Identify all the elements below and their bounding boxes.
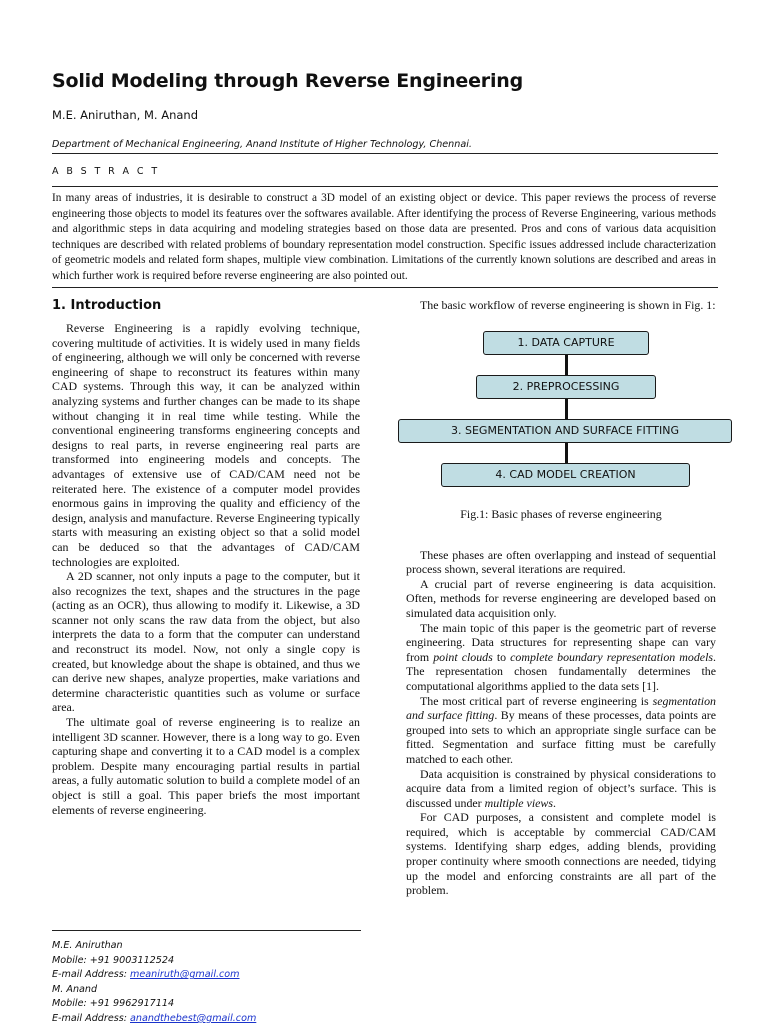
emphasis-text: multiple views <box>484 795 553 810</box>
authors: M.E. Aniruthan, M. Anand <box>52 108 198 122</box>
emphasis-text: complete boundary representation models <box>510 649 713 664</box>
body-paragraph: The main topic of this paper is the geometric part of reverse engineering. Data structures for representing shape can vary from point clouds to complete boundary representation models. The representation chosen fundamentally determines the computational algorithms applied to the data sets [1]. <box>406 620 716 693</box>
email-link[interactable]: anandthebest@gmail.com <box>130 1012 257 1024</box>
abstract-bottom-rule <box>52 287 718 288</box>
abstract-heading: A B S T R A C T <box>52 166 160 177</box>
author-mobile: Mobile: +91 9962917114 <box>52 998 175 1010</box>
body-paragraph: A crucial part of reverse engineering is data acquisition. Often, methods for reverse engineering are developed based on simulated data acquisition only. <box>406 576 716 620</box>
intro-paragraph-2: A 2D scanner, not only inputs a page to the computer, but it also recognizes the text, shapes and the structures in the page (acting as an OCR), thus allowing to modify it. Likewise, a 3D scanner not only scans the raw data from the object, but also interprets the data to a form that the computer can understand and reconstruct its model. Now, not only a single copy is created, but knowledge about the shape is obtained, and thus we can derive new shapes, analyze properties, make variations and determine characteristic quantities such as volume or surface area. <box>52 569 360 715</box>
connector-line <box>565 355 568 375</box>
abstract-top-rule <box>52 186 718 187</box>
body-paragraph: Data acquisition is constrained by physical considerations to acquire data from a limited region of object’s surface. This is discussed under multiple views. <box>406 766 716 810</box>
body-paragraph: These phases are often overlapping and instead of sequential process shown, several iterations are required. <box>406 547 716 577</box>
workflow-diagram <box>406 321 716 501</box>
section-heading-introduction: 1. Introduction <box>52 298 162 313</box>
intro-paragraph-3: The ultimate goal of reverse engineering is to realize an intelligent 3D scanner. However, there is a long way to go. Even capturing shape and converting it to a CAD model is a complex problem. Despite many encouraging partial results in partial areas, a fully automatic solution to build a complete model of an object is still a goal. This paper briefs the most important elements of reverse engineering. <box>52 715 360 817</box>
body-paragraph: The most critical part of reverse engineering is segmentation and surface fitting. By means of these processes, data points are grouped into sets to which an appropriate single surface can be fitted. Segmentation and surface fitting must be carefully matched to each other. <box>406 693 716 766</box>
step-segmentation-surface-fitting: 3. SEGMENTATION AND SURFACE FITTING <box>398 419 732 443</box>
connector-line <box>565 443 568 463</box>
header-rule <box>52 153 718 154</box>
author-email-line: E-mail Address: anandthebest@gmail.com <box>52 1012 257 1024</box>
connector-line <box>565 399 568 419</box>
intro-paragraph-1: Reverse Engineering is a rapidly evolving technique, covering multitude of activities. It is widely used in many fields of engineering, although we will only be concerned with reverse engineering of shape to reconstruct its features within many CAD systems. Through this way, it can be analyzed within analyzing systems and further changes can be made to its shape without changing it in real time while testing. While the conventional engineering transforms engineering concepts and designs to real parts, in reverse engineering real parts are transformed into engineering models and concepts. The advantages of extensive use of CAD/CAM need not be reiterated here. The existence of a computer model provides enormous gains in improving the quality and efficiency of the design, analysis and manufacture. Reverse Engineering typically starts with measuring an existing object so that a solid model can be deduced so that the advantages of CAD/CAM technologies are exploited. <box>52 321 360 569</box>
figure-caption: Fig.1: Basic phases of reverse engineering <box>460 506 662 521</box>
author-email-line: E-mail Address: meaniruth@gmail.com <box>52 969 240 981</box>
workflow-intro: The basic workflow of reverse engineering is shown in Fig. 1: <box>420 298 716 312</box>
body-paragraph: For CAD purposes, a consistent and complete model is required, which is acceptable by commercial CAD/CAM systems. Identifying sharp edges, adding blends, providing proper continuity where smooth connections are needed, tidying up the model and enforcing constraints are all part of the problem. <box>406 810 716 898</box>
author-contact-footnote <box>52 939 256 1027</box>
left-column <box>52 298 360 817</box>
author-mobile: Mobile: +91 9003112524 <box>52 954 175 966</box>
author-name: M. Anand <box>52 983 98 995</box>
footnote-rule <box>52 930 361 931</box>
right-column <box>406 298 716 898</box>
author-name: M.E. Aniruthan <box>52 940 123 951</box>
emphasis-text: segmentation and surface fitting <box>406 693 716 723</box>
paper-title: Solid Modeling through Reverse Engineering <box>52 70 523 92</box>
emphasis-text: point clouds <box>433 649 493 664</box>
step-preprocessing: 2. PREPROCESSING <box>476 375 656 399</box>
email-link[interactable]: meaniruth@gmail.com <box>130 969 240 981</box>
affiliation: Department of Mechanical Engineering, Anand Institute of Higher Technology, Chennai. <box>52 139 472 150</box>
abstract-text: In many areas of industries, it is desirable to construct a 3D model of an existing object or device. This paper reviews the process of reverse engineering those objects to model its features over the softwares available. After identifying the process of Reverse Engineering, various methods and algorithmic steps in data acquiring and modeling strategies based on those data are presented. Pros and cons of various data acquisition techniques are described with related problems of boundary representation model construction. Specific issues addressed include characterization of geometric models and related form shapes, multiple view combination. Limitations of the currently known solutions are described and areas in which further work is required before reverse engineering are also pointed out. <box>52 192 716 282</box>
step-data-capture: 1. DATA CAPTURE <box>483 331 649 355</box>
step-cad-model-creation: 4. CAD MODEL CREATION <box>441 463 690 487</box>
